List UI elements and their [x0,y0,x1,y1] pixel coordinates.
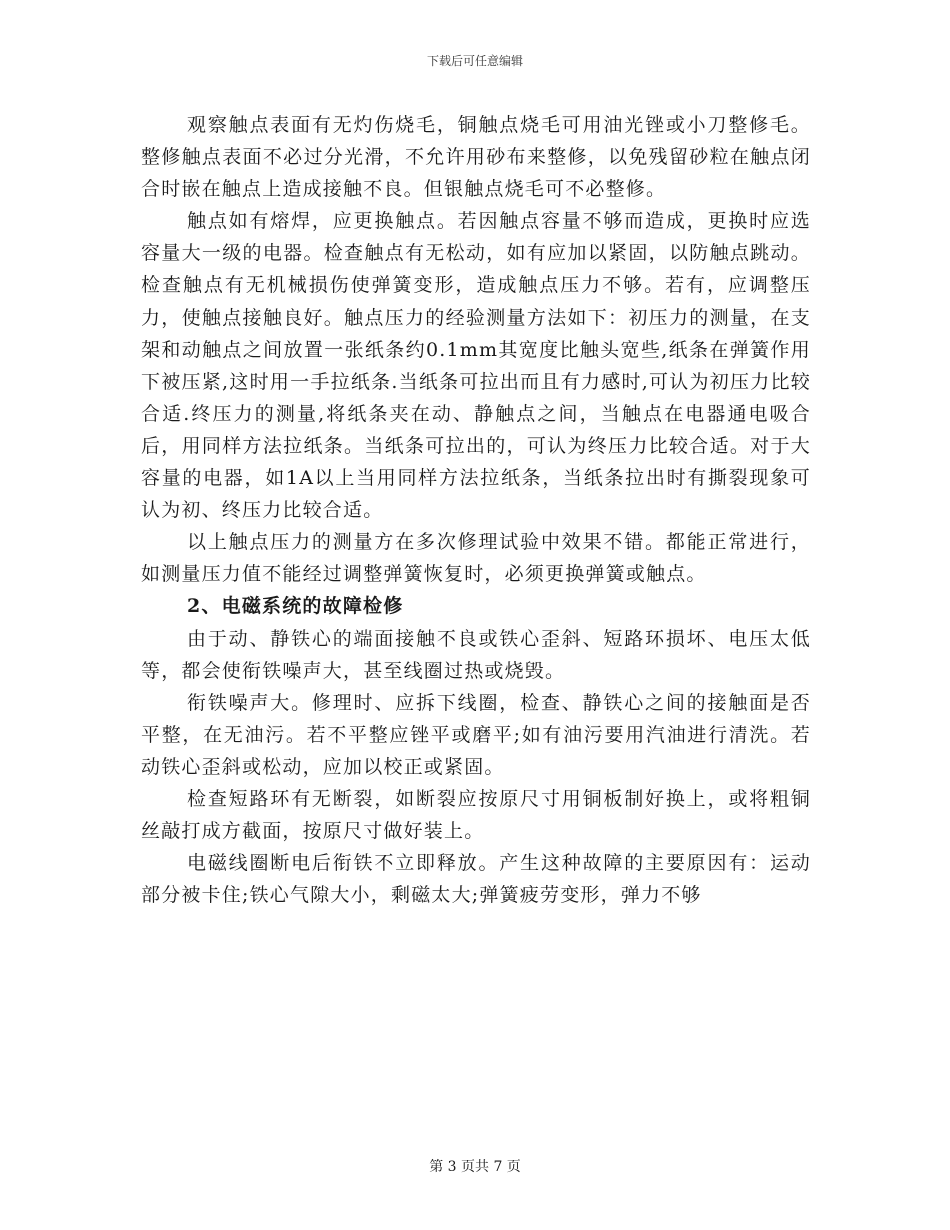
paragraph-armature-noise: 衔铁噪声大。修理时、应拆下线圈，检查、静铁心之间的接触面是否平整，在无油污。若不平整应锉平或磨平;如有油污要用汽油进行清洗。若动铁心歪斜或松动，应加以校正或紧固。 [141,691,811,778]
page-header: 下载后可任意编辑 [426,54,523,68]
section-heading: 2、电磁系统的故障检修 [187,595,404,618]
paragraph-contact-weld: 触点如有熔焊，应更换触点。若因触点容量不够而造成，更换时应选容量大一级的电器。检查触点有无松动，如有应加以紧固，以防触点跳动。检查触点有无机械损伤使弹簧变形，造成触点压力不够。若有，应调整压力，使触点接触良好。触点压力的经验测量方法如下：初压力的测量，在支架和动触点之间放置一张纸条约0.1mm其宽度比触头宽些,纸条在弹簧作用下被压紧,这时用一手拉纸条.当纸条可拉出而且有力感时,可认为初压力比较合适.终压力的测量,将纸条夹在动、静触点之间，当触点在电器通电吸合后，用同样方法拉纸条。当纸条可拉出的，可认为终压力比较合适。对于大容量的电器，如1A以上当用同样方法拉纸条，当纸条拉出时有撕裂现象可认为初、终压力比较合适。 [141,210,811,522]
paragraph-contact-burn: 观察触点表面有无灼伤烧毛，铜触点烧毛可用油光锉或小刀整修毛。整修触点表面不必过分光滑，不允许用砂布来整修，以免残留砂粒在触点闭合时嵌在触点上造成接触不良。但银触点烧毛可不必整修。 [141,114,811,201]
paragraph-noise-causes: 由于动、静铁心的端面接触不良或铁心歪斜、短路环损坏、电压太低等，都会使衔铁噪声大，甚至线圈过热或烧毁。 [141,627,811,682]
paragraph-pressure-summary: 以上触点压力的测量方在多次修理试验中效果不错。都能正常进行，如测量压力值不能经过调整弹簧恢复时，必须更换弹簧或触点。 [141,531,811,586]
paragraph-short-ring: 检查短路环有无断裂，如断裂应按原尺寸用铜板制好换上，或将粗铜丝敲打成方截面，按原尺寸做好装上。 [141,787,811,843]
paragraph-release-fault: 电磁线圈断电后衔铁不立即释放。产生这种故障的主要原因有：运动部分被卡住;铁心气隙大小，剩磁太大;弹簧疲劳变形，弹力不够 [141,852,811,907]
document-body [141,109,811,911]
page-footer: 第 3 页共 7 页 [429,1159,521,1175]
